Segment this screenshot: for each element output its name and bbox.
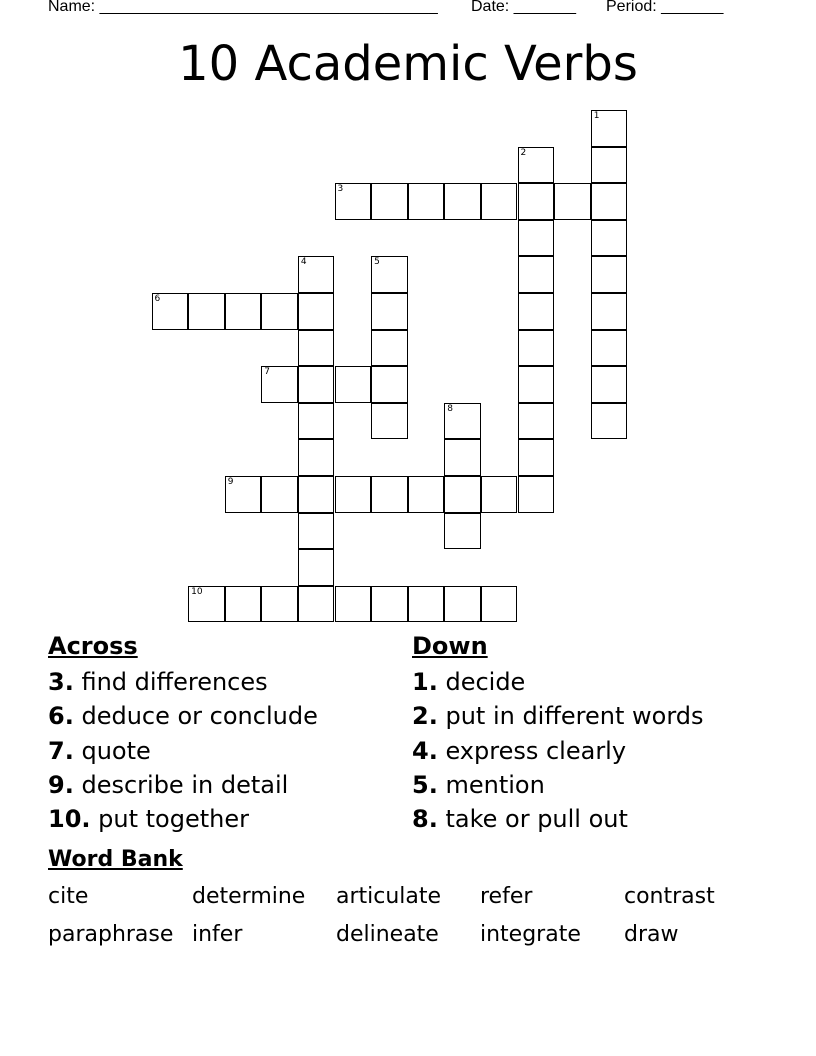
clue-number: 7 [264,367,271,378]
crossword-cell[interactable] [225,293,262,330]
crossword-cell[interactable] [591,403,628,440]
word-bank-word: contrast [624,884,715,909]
date-field-label[interactable]: Date: _______ [471,0,576,15]
crossword-cell[interactable] [298,513,335,550]
down-clue [412,699,704,733]
crossword-cell[interactable] [518,183,555,220]
crossword-cell[interactable] [188,293,225,330]
clue-number: 7. [48,736,74,765]
word-bank-word: cite [48,884,89,909]
crossword-cell[interactable] [298,586,335,623]
crossword-cell[interactable] [518,439,555,476]
clue-number: 1. [412,668,438,696]
across-clue [48,665,318,699]
crossword-cell[interactable] [444,403,481,440]
word-bank-word: determine [192,884,306,909]
page-title: 10 Academic Verbs [178,36,638,92]
word-bank-word: articulate [336,884,442,909]
crossword-cell[interactable] [518,476,555,513]
crossword-cell[interactable] [444,439,481,476]
crossword-cell[interactable] [371,403,408,440]
crossword-cell[interactable] [554,183,591,220]
crossword-cell[interactable] [298,476,335,513]
crossword-cell[interactable] [591,110,628,147]
across-clue [48,802,318,836]
clue-text: decide [437,668,526,696]
crossword-cell[interactable] [298,366,335,403]
crossword-cell[interactable] [518,220,555,257]
word-bank-word: infer [192,922,243,947]
crossword-cell[interactable] [261,586,298,623]
crossword-cell[interactable] [335,366,372,403]
across-clue [48,699,318,733]
clue-number: 3 [337,184,344,195]
crossword-cell[interactable] [518,330,555,367]
clue-number: 10. [48,805,91,834]
period-field-label[interactable]: Period: _______ [606,0,724,15]
crossword-cell[interactable] [335,183,372,220]
crossword-cell[interactable] [444,586,481,623]
crossword-cell[interactable] [591,220,628,257]
crossword-cell[interactable] [481,476,518,513]
word-bank-word: delineate [336,922,439,947]
crossword-cell[interactable] [591,330,628,367]
crossword-cell[interactable] [298,330,335,367]
crossword-cell[interactable] [371,366,408,403]
across-clue-list [48,665,318,836]
crossword-cell[interactable] [518,256,555,293]
crossword-cell[interactable] [481,183,518,220]
clue-text: quote [73,736,151,765]
crossword-cell[interactable] [408,183,445,220]
clue-text: express clearly [437,736,627,765]
down-clue [412,802,704,836]
word-bank-word: integrate [480,922,581,947]
crossword-cell[interactable] [408,476,445,513]
word-bank-word: refer [480,884,533,909]
clue-number: 5. [412,770,438,799]
crossword-cell[interactable] [518,366,555,403]
crossword-cell[interactable] [591,183,628,220]
crossword-cell[interactable] [444,183,481,220]
crossword-cell[interactable] [591,147,628,184]
crossword-cell[interactable] [335,476,372,513]
down-clue [412,665,704,699]
crossword-cell[interactable] [371,476,408,513]
clue-text: take or pull out [437,805,628,834]
clue-text: put together [90,805,249,834]
clue-number: 6 [154,294,161,304]
crossword-cell[interactable] [408,586,445,623]
clue-number: 3. [48,668,74,696]
down-clue-list [412,665,704,836]
clue-number: 2. [412,702,438,731]
crossword-cell[interactable] [518,403,555,440]
crossword-cell[interactable] [298,403,335,440]
across-clue [48,734,318,768]
crossword-cell[interactable] [261,293,298,330]
crossword-cell[interactable] [518,293,555,330]
crossword-cell[interactable] [591,366,628,403]
word-bank-word: draw [624,922,679,947]
crossword-cell[interactable] [261,476,298,513]
crossword-cell[interactable] [152,293,189,330]
crossword-cell[interactable] [225,586,262,623]
crossword-cell[interactable] [518,147,555,184]
crossword-cell[interactable] [261,366,298,403]
crossword-cell[interactable] [188,586,225,623]
clue-number: 8 [447,403,454,414]
clue-text: put in different words [437,702,704,731]
clue-text: deduce or conclude [73,702,318,731]
clue-number: 8. [412,805,438,834]
down-clue [412,734,704,768]
crossword-cell[interactable] [371,586,408,623]
crossword-cell[interactable] [298,439,335,476]
crossword-cell[interactable] [298,256,335,293]
crossword-cell[interactable] [444,513,481,550]
clue-number: 6. [48,702,74,731]
word-bank-heading: Word Bank [48,847,183,872]
clue-text: describe in detail [73,770,289,799]
crossword-cell[interactable] [371,183,408,220]
clue-text: find differences [73,668,268,696]
clue-number: 9 [227,477,234,487]
clue-number: 2 [520,147,527,158]
clue-number: 4. [412,736,438,765]
crossword-cell[interactable] [225,476,262,513]
crossword-cell[interactable] [371,330,408,367]
down-clue [412,768,704,802]
clue-number: 1 [593,111,600,121]
crossword-cell[interactable] [371,256,408,293]
crossword-cell[interactable] [444,476,481,513]
crossword-cell[interactable] [591,293,628,330]
across-clue [48,768,318,802]
crossword-cell[interactable] [371,293,408,330]
across-heading: Across [48,632,138,660]
name-field-label[interactable]: Name: ______________________________________ [48,0,438,15]
crossword-cell[interactable] [481,586,518,623]
clue-number: 9. [48,770,74,799]
crossword-cell[interactable] [335,586,372,623]
crossword-cell[interactable] [591,256,628,293]
clue-number: 10 [191,586,203,597]
down-heading: Down [412,632,488,660]
clue-number: 4 [300,257,307,268]
clue-text: mention [437,770,545,799]
crossword-cell[interactable] [298,549,335,586]
crossword-cell[interactable] [298,293,335,330]
clue-number: 5 [374,257,380,268]
word-bank-word: paraphrase [48,922,174,947]
